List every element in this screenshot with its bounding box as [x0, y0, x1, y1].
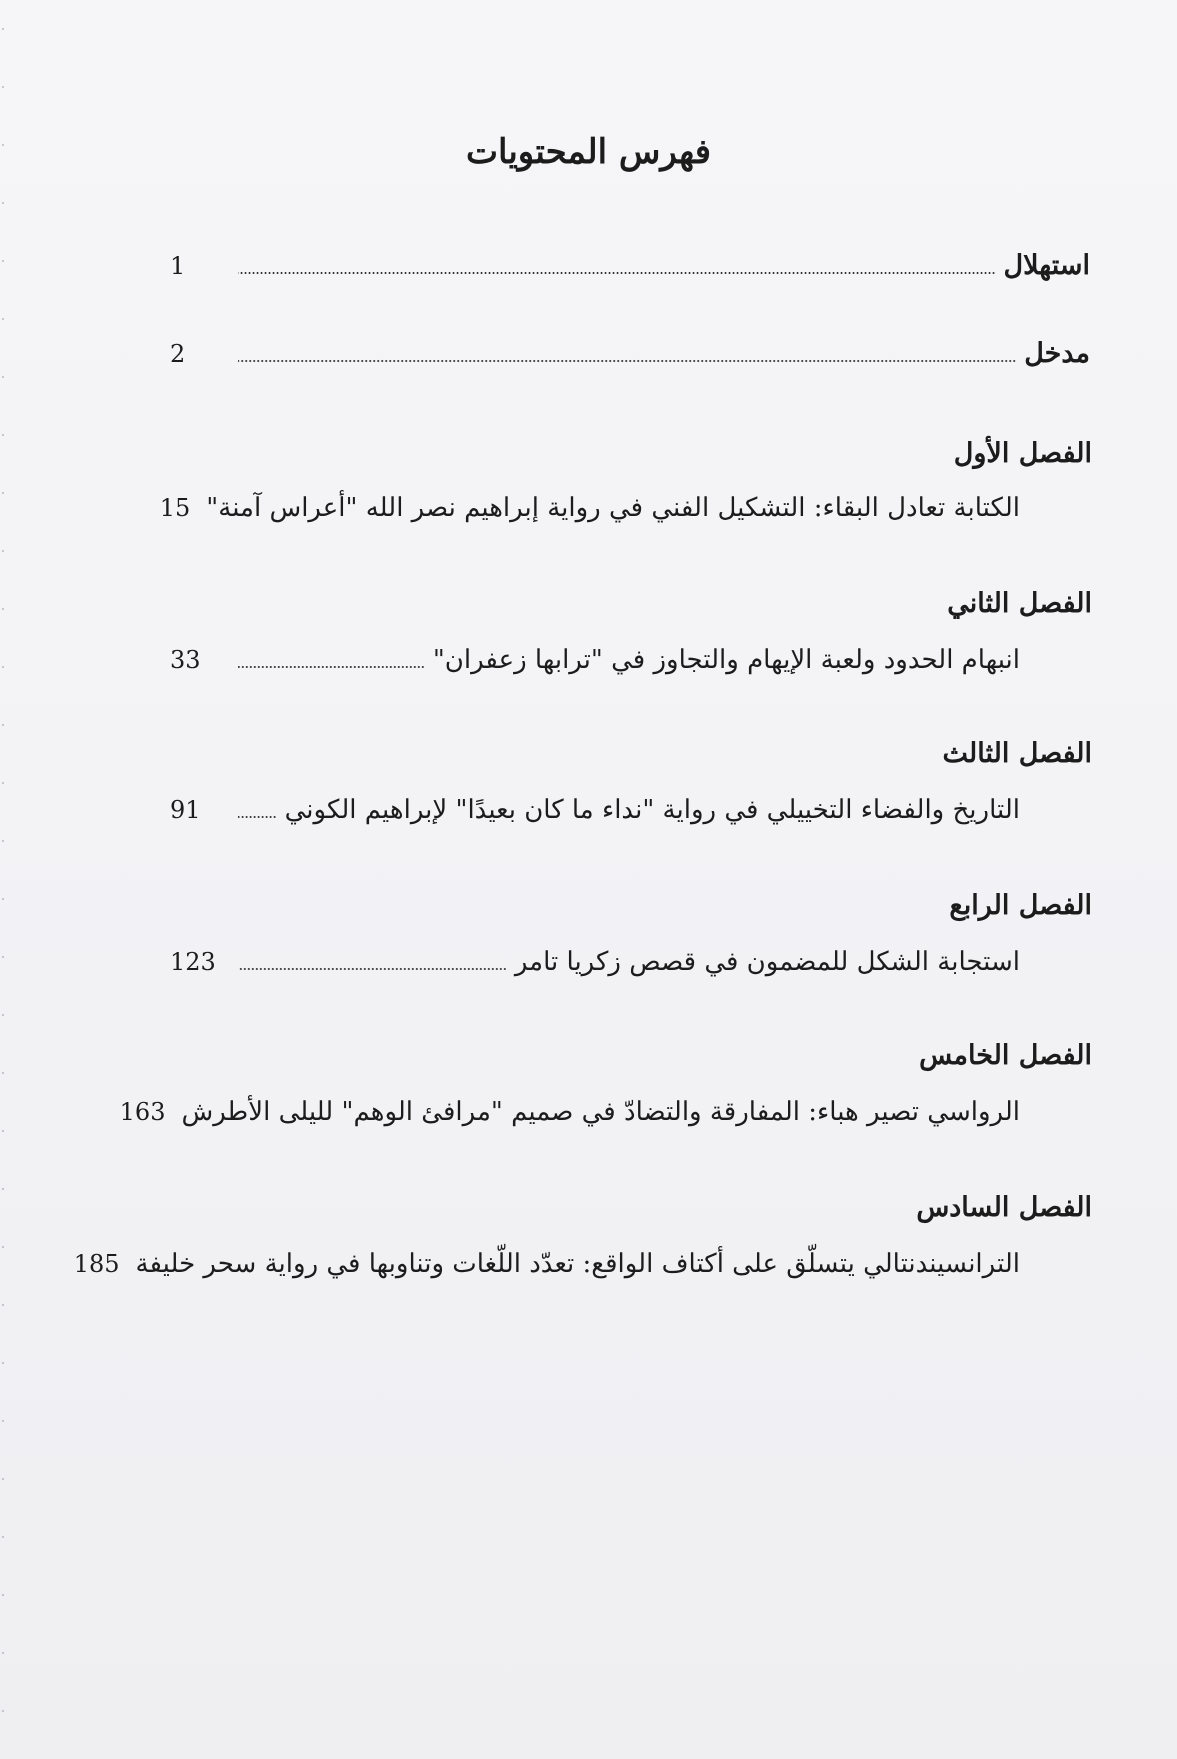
- dot-leader: [238, 809, 277, 819]
- page-title: فهرس المحتويات: [465, 132, 712, 172]
- toc-entry-chapter-2[interactable]: [170, 634, 1055, 678]
- toc-page-number: 185: [73, 1250, 120, 1278]
- toc-entry-chapter-6[interactable]: [73, 1238, 1055, 1282]
- toc-entry-chapter-3[interactable]: [170, 784, 1055, 828]
- chapter-heading-1: الفصل الأول: [953, 438, 1092, 469]
- toc-entry-chapter-5[interactable]: [119, 1086, 1055, 1130]
- toc-page-number: 1: [170, 252, 186, 280]
- chapter-heading-3: الفصل الثالث: [942, 738, 1092, 769]
- toc-entry-intro[interactable]: [170, 328, 1090, 372]
- chapter-heading-4: الفصل الرابع: [949, 890, 1092, 921]
- toc-entry-label: استهلال: [1003, 250, 1090, 281]
- toc-page-number: 2: [170, 340, 186, 368]
- toc-page-number: 33: [170, 646, 201, 674]
- dot-leader: [238, 265, 996, 275]
- toc-page-number: 163: [119, 1098, 166, 1126]
- toc-entry-label: استجابة الشكل للمضمون في قصص زكريا تامر: [514, 947, 1020, 977]
- toc-entry-chapter-4[interactable]: [170, 936, 1055, 980]
- toc-entry-label: الترانسيندنتالي يتسلّق على أكتاف الواقع: تعدّد اللّغات وتناوبها في رواية سحر خليفة: [135, 1249, 1020, 1279]
- toc-entry-chapter-1[interactable]: [159, 482, 1055, 526]
- dot-leader: [238, 353, 1016, 363]
- toc-entry-label: التاريخ والفضاء التخييلي في رواية "نداء ما كان بعيدًا" لإبراهيم الكوني: [284, 795, 1020, 825]
- chapter-heading-5: الفصل الخامس: [919, 1040, 1092, 1071]
- page-edge-binding: [0, 0, 6, 1759]
- dot-leader: [238, 659, 425, 669]
- chapter-heading-2: الفصل الثاني: [947, 588, 1092, 619]
- chapter-heading-6: الفصل السادس: [916, 1192, 1092, 1223]
- toc-entry-label: مدخل: [1024, 338, 1090, 369]
- toc-entry-prelude[interactable]: [170, 240, 1090, 284]
- toc-entry-label: انبهام الحدود ولعبة الإيهام والتجاوز في "ترابها زعفران": [432, 645, 1020, 675]
- dot-leader: [238, 961, 507, 971]
- toc-page-number: 123: [170, 948, 216, 976]
- toc-page-number: 91: [170, 796, 201, 824]
- toc-entry-label: الرواسي تصير هباء: المفارقة والتضادّ في صميم "مرافئ الوهم" لليلى الأطرش: [181, 1097, 1020, 1127]
- toc-entry-label: الكتابة تعادل البقاء: التشكيل الفني في رواية إبراهيم نصر الله "أعراس آمنة": [206, 493, 1020, 523]
- toc-page-number: 15: [159, 494, 191, 522]
